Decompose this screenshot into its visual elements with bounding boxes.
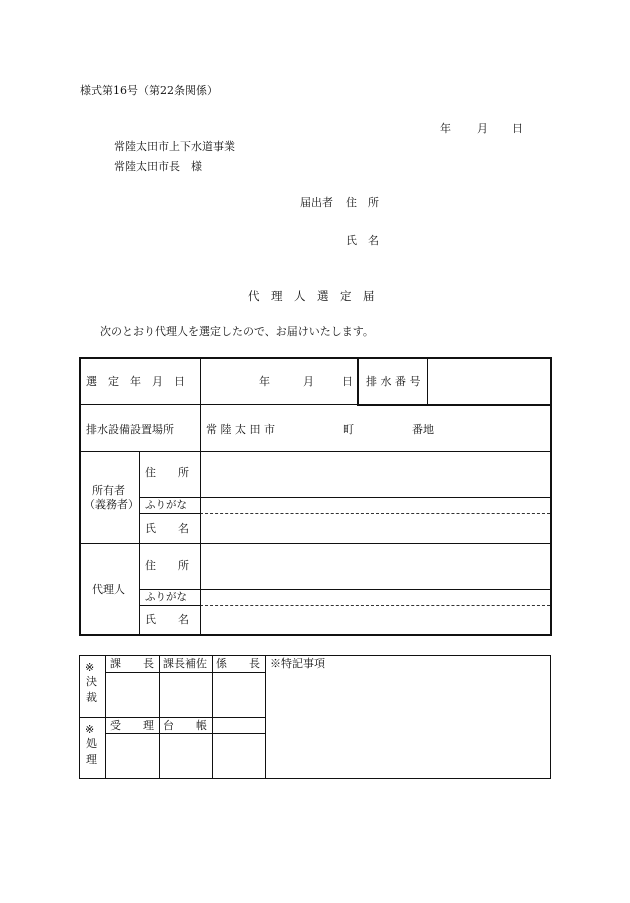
owner-name-field[interactable] [204, 515, 546, 541]
owner-address-field[interactable] [204, 455, 546, 493]
processing-char-1: 処 [86, 737, 97, 750]
decision-char-2: 裁 [86, 691, 97, 704]
owner-furigana-field[interactable] [204, 499, 546, 511]
location-city: 常 陸 太 田 市 [206, 423, 275, 436]
obligor-label: （義務者） [84, 498, 139, 511]
document-title: 代 理 人 選 定 届 [248, 289, 375, 303]
agent-address-field[interactable] [204, 547, 546, 585]
applicant-address-label: 住 所 [346, 196, 379, 209]
deputy-chief-label: 課長補佐 [163, 657, 207, 670]
owner-address-label: 住 所 [145, 466, 189, 479]
drain-number-label: 排 水 番 号 [366, 375, 421, 388]
drain-number-field[interactable] [432, 364, 544, 398]
selection-month-label: 月 [303, 375, 314, 388]
processing-char-2: 理 [86, 753, 97, 766]
owner-name-label: 氏 名 [145, 522, 189, 535]
agent-furigana-field[interactable] [204, 591, 546, 603]
decision-mark: ※ [85, 661, 95, 674]
addressee-utility: 常陸太田市上下水道事業 [114, 140, 235, 153]
received-label: 受 理 [110, 719, 154, 732]
agent-address-label: 住 所 [145, 559, 189, 572]
applicant-name-label: 氏 名 [346, 234, 379, 247]
section-chief-label: 課 長 [110, 657, 154, 670]
selection-day-label: 日 [342, 375, 353, 388]
owner-furigana-label: ふりがな [145, 499, 187, 511]
selection-date-label: 選 定 年 月 日 [86, 375, 185, 388]
date-month-label: 月 [477, 122, 488, 135]
location-banchi: 番地 [412, 423, 434, 436]
addressee-mayor: 常陸太田市長 様 [114, 160, 202, 173]
location-town: 町 [343, 423, 354, 436]
form-number: 様式第16号（第22条関係） [80, 84, 218, 97]
applicant-label: 届出者 [300, 196, 333, 209]
decision-char-1: 決 [86, 675, 97, 688]
selection-year-label: 年 [259, 375, 270, 388]
date-day-label: 日 [512, 122, 523, 135]
drainage-location-label: 排水設備設置場所 [86, 423, 174, 436]
special-notes-label: ※特記事項 [270, 657, 325, 670]
agent-furigana-label: ふりがな [145, 591, 187, 603]
agent-name-field[interactable] [204, 607, 546, 632]
unit-chief-label: 係 長 [216, 657, 260, 670]
intro-text: 次のとおり代理人を選定したので、お届けいたします。 [100, 325, 374, 338]
agent-label: 代理人 [92, 583, 125, 596]
ledger-label: 台 帳 [163, 719, 207, 732]
date-year-label: 年 [440, 122, 451, 135]
agent-name-label: 氏 名 [145, 613, 189, 626]
owner-label: 所有者 [92, 484, 125, 497]
processing-mark: ※ [85, 723, 95, 736]
